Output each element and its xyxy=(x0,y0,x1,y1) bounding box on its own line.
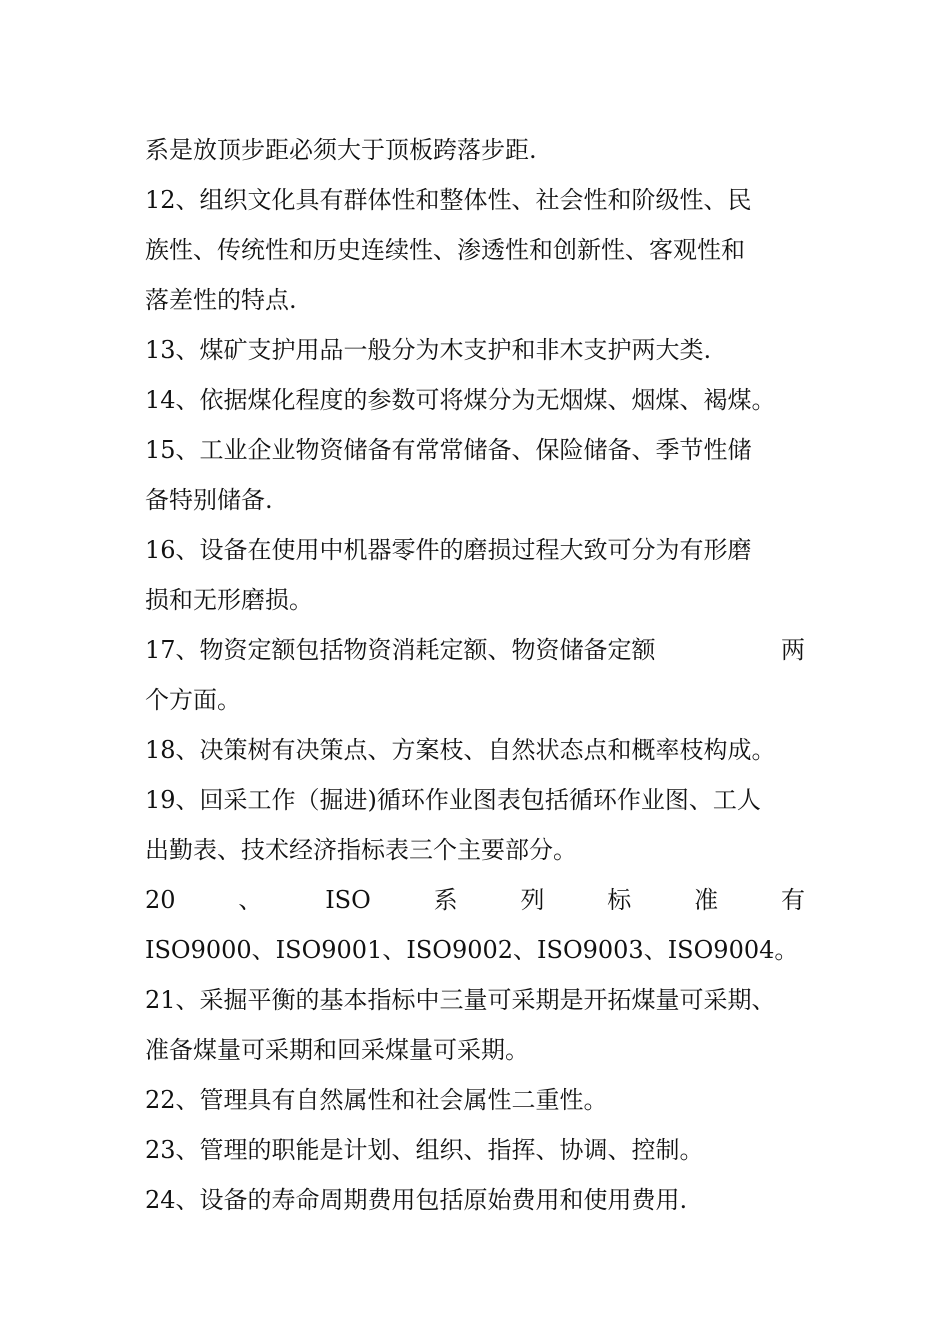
item-20-word: 标 xyxy=(607,886,632,914)
text-line: 准备煤量可采期和回采煤量可采期。 xyxy=(145,1036,529,1064)
item-20-word: 列 xyxy=(520,886,545,914)
item-20-word: ISO xyxy=(325,886,371,914)
text-line: 出勤表、技术经济指标表三个主要部分。 xyxy=(145,836,577,864)
text-line: 落差性的特点. xyxy=(145,286,297,314)
text-line: 22、管理具有自然属性和社会属性二重性。 xyxy=(145,1086,608,1114)
text-line: 16、设备在使用中机器零件的磨损过程大致可分为有形磨 xyxy=(145,536,752,564)
text-line: 12、组织文化具有群体性和整体性、社会性和阶级性、民 xyxy=(145,186,752,214)
text-line: 18、决策树有决策点、方案枝、自然状态点和概率枝构成。 xyxy=(145,736,776,764)
text-line: 备特别储备. xyxy=(145,486,273,514)
text-line: 23、管理的职能是计划、组织、指挥、协调、控制。 xyxy=(145,1136,704,1164)
text-line: ISO9000、ISO9001、ISO9002、ISO9003、ISO9004。 xyxy=(145,936,799,964)
document-body xyxy=(145,125,805,1225)
text-line-item-20 xyxy=(145,875,805,925)
text-line: 19、回采工作（掘进)循环作业图表包括循环作业图、工人 xyxy=(145,786,761,814)
item-20-word: 、 xyxy=(238,886,263,914)
text-line-item-17 xyxy=(145,625,805,675)
item-20-word: 系 xyxy=(433,886,458,914)
text-line: 15、工业企业物资储备有常常储备、保险储备、季节性储 xyxy=(145,436,752,464)
text-line: 24、设备的寿命周期费用包括原始费用和使用费用. xyxy=(145,1186,688,1214)
item-17-text: 17、物资定额包括物资消耗定额、物资储备定额 xyxy=(145,636,656,664)
text-line: 个方面。 xyxy=(145,686,241,714)
item-20-word: 准 xyxy=(694,886,719,914)
text-line: 损和无形磨损。 xyxy=(145,586,313,614)
text-line: 21、采掘平衡的基本指标中三量可采期是开拓煤量可采期、 xyxy=(145,986,776,1014)
item-17-trailing-text: 两 xyxy=(781,636,805,664)
text-line: 族性、传统性和历史连续性、渗透性和创新性、客观性和 xyxy=(145,236,745,264)
item-20-word: 20 xyxy=(145,886,176,914)
text-line: 系是放顶步距必须大于顶板跨落步距. xyxy=(145,136,537,164)
text-line: 13、煤矿支护用品一般分为木支护和非木支护两大类. xyxy=(145,336,712,364)
item-20-word: 有 xyxy=(780,886,805,914)
text-line: 14、依据煤化程度的参数可将煤分为无烟煤、烟煤、褐煤。 xyxy=(145,386,776,414)
